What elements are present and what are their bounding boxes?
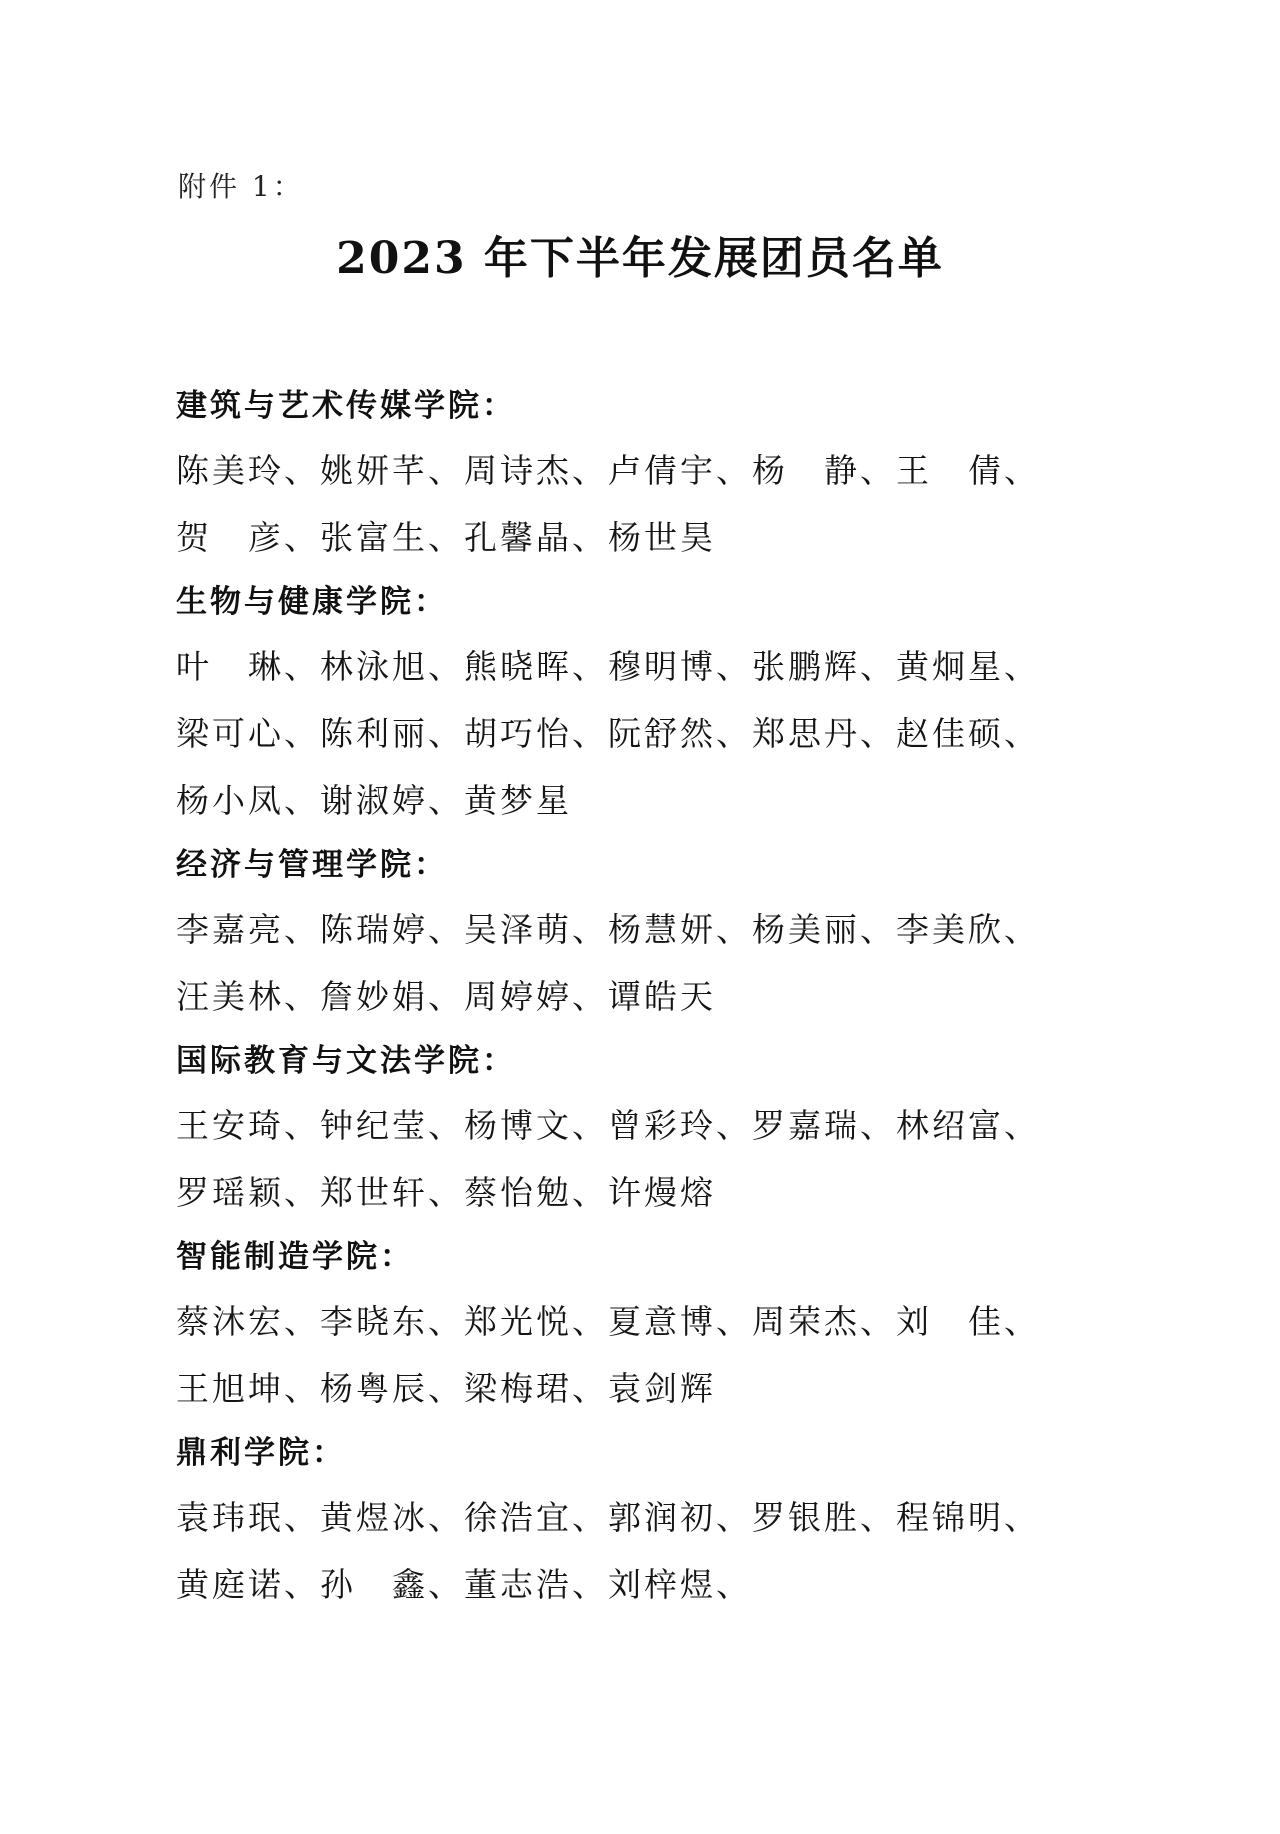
member-names-line: 袁玮珉、黄煜冰、徐浩宜、郭润初、罗银胜、程锦明、 [176,1498,1040,1537]
college-heading: 建筑与艺术传媒学院： [176,388,516,424]
member-names-line: 王安琦、钟纪莹、杨博文、曾彩玲、罗嘉瑞、林绍富、 [176,1106,1040,1145]
college-heading: 智能制造学院： [176,1239,414,1275]
college-heading: 鼎利学院： [176,1435,346,1471]
member-names-line: 杨小凤、谢淑婷、黄梦星 [176,781,572,820]
member-names-line: 王旭坤、杨粤辰、梁梅珺、袁剑辉 [176,1369,716,1408]
college-heading: 生物与健康学院： [176,584,448,620]
college-section-economics-management [176,834,1136,1030]
college-section-intelligent-manufacturing [176,1226,1136,1422]
member-list [176,375,1136,1618]
member-names-line: 蔡沐宏、李晓东、郑光悦、夏意博、周荣杰、刘 佳、 [176,1302,1040,1341]
member-names-line: 罗瑶颖、郑世轩、蔡怡勉、许熳熔 [176,1173,716,1212]
college-section-international-education-law [176,1030,1136,1226]
member-names-line: 陈美玲、姚妍芊、周诗杰、卢倩宇、杨 静、王 倩、 [176,451,1040,490]
college-heading: 国际教育与文法学院： [176,1043,516,1079]
member-names-line: 贺 彦、张富生、孔馨晶、杨世昊 [176,518,716,557]
page-title: 2023 年下半年发展团员名单 [336,233,944,284]
member-names-line: 叶 琳、林泳旭、熊晓晖、穆明博、张鹏辉、黄炯星、 [176,647,1040,686]
member-names-line: 汪美林、詹妙娟、周婷婷、谭皓天 [176,977,716,1016]
college-section-dingli [176,1422,1136,1618]
member-names-line: 黄庭诺、孙 鑫、董志浩、刘梓煜、 [176,1565,752,1604]
member-names-line: 李嘉亮、陈瑞婷、吴泽萌、杨慧妍、杨美丽、李美欣、 [176,910,1040,949]
college-section-biology-health [176,571,1136,834]
college-section-architecture-arts-media [176,375,1136,571]
member-names-line: 梁可心、陈利丽、胡巧怡、阮舒然、郑思丹、赵佳硕、 [176,714,1040,753]
attachment-label: 附件 1： [178,170,304,203]
college-heading: 经济与管理学院： [176,847,448,883]
